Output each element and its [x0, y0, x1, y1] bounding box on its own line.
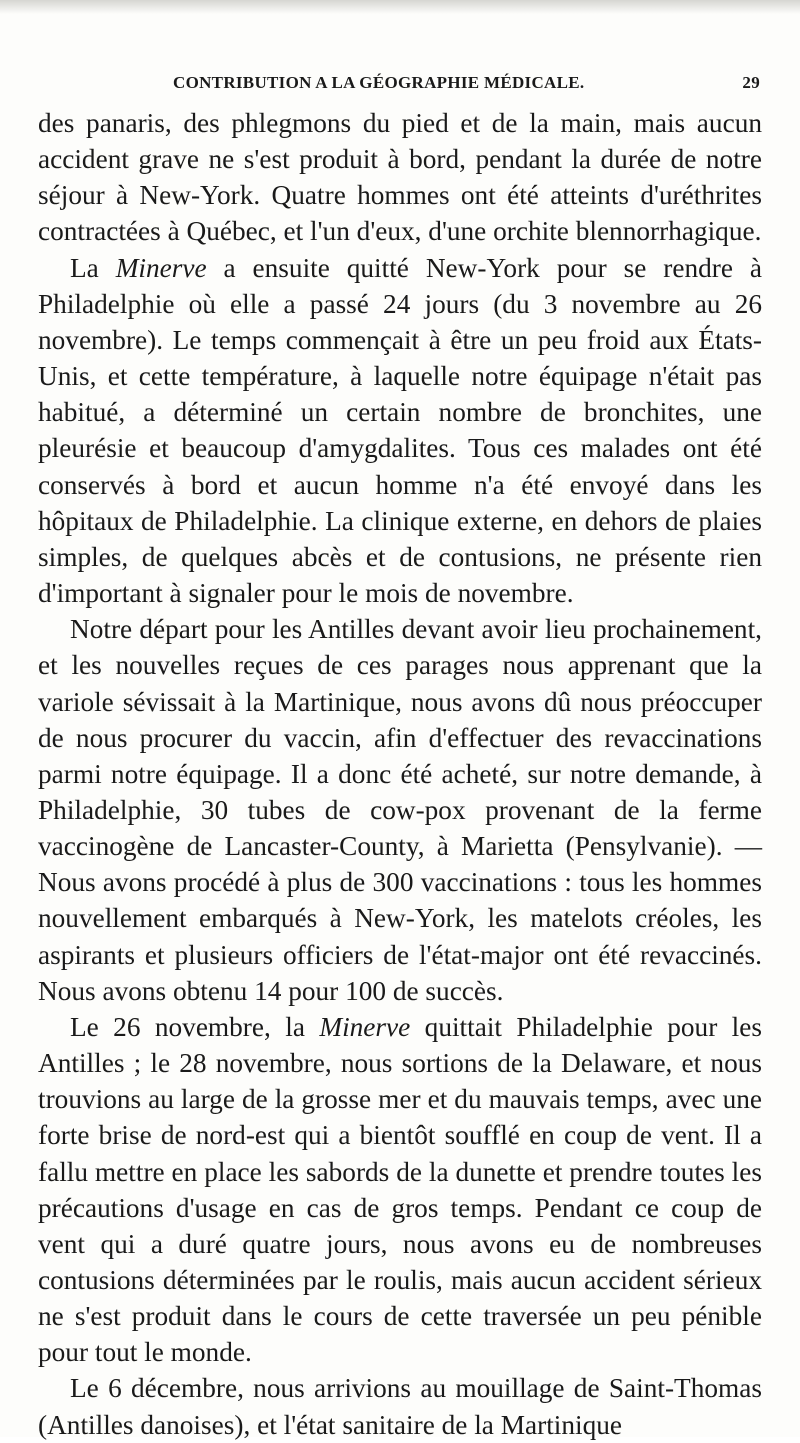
paragraph-3: Notre départ pour les Antilles devant avoir lieu prochainement, et les nouvelles reçues de ces parages nous apprenant que la variole sévissait à la Martinique, nous avons dû nous préoccuper de nous procurer du vaccin, afin d'effectuer des revaccinations parmi notre équipage. Il a donc été acheté, sur notre demande, à Philadelphie, 30 tubes de cow-pox provenant de la ferme vaccinogène de Lancaster-County, à Marietta (Pensylvanie). — Nous avons procédé à plus de 300 vaccinations : tous les hommes nouvellement embarqués à New-York, les matelots créoles, les aspirants et plusieurs officiers de l'état-major ont été revaccinés. Nous avons obtenu 14 pour 100 de succès.	[38, 614, 762, 1006]
paragraph-2	[38, 250, 762, 612]
paragraph-2-rest: a ensuite quitté New-York pour se rendre à Philadelphie où elle a passé 24 jours (du 3 novembre au 26 novembre). Le temps commençait à être un peu froid aux États-Unis, et cette température, à laquelle notre équipage n'était pas habitué, a déterminé un certain nombre de bronchites, une pleurésie et beaucoup d'amygdalites. Tous ces malades ont été conservés à bord et aucun homme n'a été envoyé dans les hôpitaux de Philadelphie. La clinique externe, en dehors de plaies simples, de quelques abcès et de contusions, ne présente rien d'important à signaler pour le mois de novembre.	[38, 252, 762, 609]
ship-name-minerve: Minerve	[115, 252, 207, 283]
running-header	[38, 68, 762, 98]
paragraph-2-start: La	[70, 252, 116, 283]
paragraph-4-start: Le 26 novembre, la	[70, 1011, 320, 1042]
paragraph-1: des panaris, des phlegmons du pied et de la main, mais aucun accident grave ne s'est produit à bord, pendant la durée de notre séjour à New-York. Quatre hommes ont été atteints d'uréthrites contractées à Québec, et l'un d'eux, d'une orchite blennorrhagique.	[38, 108, 762, 247]
paragraph-5: Le 6 décembre, nous arrivions au mouillage de Saint-Thomas (Antilles danoises), et l'état sanitaire de la Martinique	[38, 1373, 762, 1440]
paragraph-4	[38, 1009, 762, 1371]
running-title: CONTRIBUTION A LA GÉOGRAPHIE MÉDICALE.	[173, 73, 585, 92]
paragraph-4-rest: quittait Philadelphie pour les Antilles ; le 28 novembre, nous sortions de la Delaware, et nous trouvions au large de la grosse mer et du mauvais temps, avec une forte brise de nord-est qui a bientôt soufflé en coup de vent. Il a fallu mettre en place les sabords de la dunette et prendre toutes les précautions d'usage en cas de gros temps. Pendant ce coup de vent qui a duré quatre jours, nous avons eu de nombreuses contusions déterminées par le roulis, mais aucun accident sérieux ne s'est produit dans le cours de cette traversée un peu pénible pour tout le monde.	[38, 1011, 762, 1368]
ship-name-minerve-2: Minerve	[319, 1011, 411, 1042]
body-text	[38, 105, 762, 1443]
page-top-edge	[0, 0, 800, 14]
page-number: 29	[742, 73, 760, 92]
